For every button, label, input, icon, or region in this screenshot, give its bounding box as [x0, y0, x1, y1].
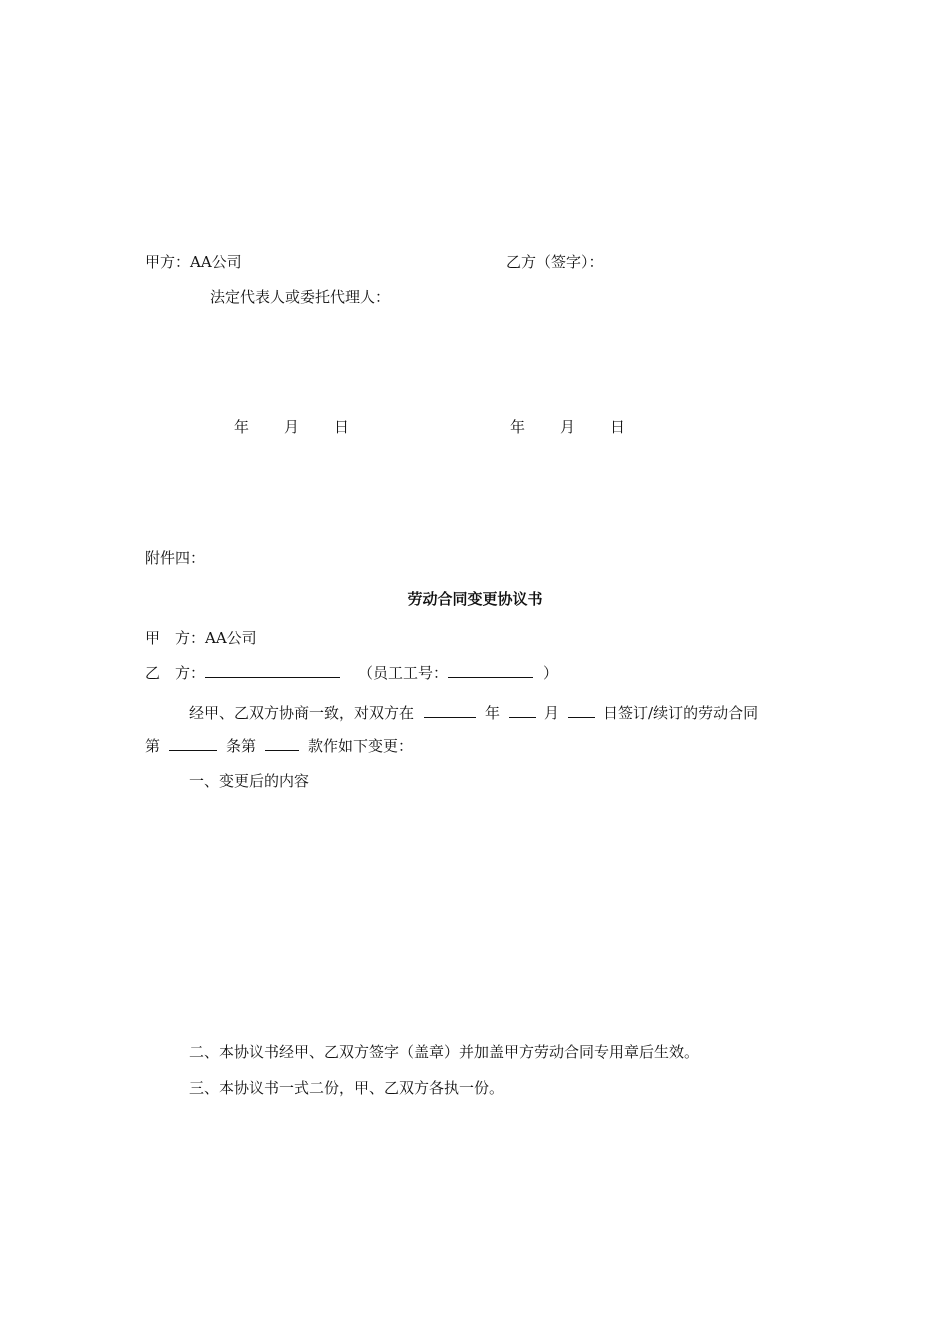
attachment-label: 附件四： — [145, 549, 206, 567]
document-title: 劳动合同变更协议书 — [407, 590, 543, 608]
body-year-label: 年 — [485, 704, 501, 722]
party-b-line — [145, 663, 558, 683]
clause-2: 二、本协议书经甲、乙双方签字（盖章）并加盖甲方劳动合同专用章后生效。 — [189, 1043, 700, 1061]
article-mid-label: 条第 — [226, 737, 257, 755]
party-b-signature-label: 乙方（签字）： — [506, 253, 604, 271]
body-day-label: 日签订/续订的劳动合同 — [603, 704, 759, 722]
legal-representative-label: 法定代表人或委托代理人： — [210, 288, 391, 306]
party-a-signature-label: 甲方：AA公司 — [145, 253, 242, 271]
date-a-year: 年 — [234, 418, 250, 436]
body-month-label: 月 — [544, 704, 560, 722]
party-a-line — [145, 628, 257, 648]
month-blank[interactable] — [509, 703, 536, 718]
employee-id-blank[interactable] — [448, 663, 533, 678]
employee-id-open: （员工工号： — [358, 664, 449, 682]
party-a-value: AA公司 — [205, 629, 257, 647]
date-b-year: 年 — [510, 418, 526, 436]
article-suffix: 款作如下变更： — [308, 737, 414, 755]
date-a-day: 日 — [334, 418, 350, 436]
date-a-month: 月 — [284, 418, 300, 436]
date-line-b — [510, 417, 625, 437]
date-line-a — [234, 417, 349, 437]
employee-id-close: ） — [543, 664, 559, 682]
body-paragraph-line-1 — [189, 703, 758, 723]
article-prefix: 第 — [145, 737, 161, 755]
date-b-month: 月 — [560, 418, 576, 436]
party-a-label: 甲 方： — [145, 629, 206, 647]
party-b-label: 乙 方： — [145, 664, 206, 682]
day-blank[interactable] — [568, 703, 595, 718]
body-paragraph-line-2 — [145, 736, 413, 756]
year-blank[interactable] — [424, 703, 476, 718]
clause-3: 三、本协议书一式二份，甲、乙双方各执一份。 — [189, 1079, 505, 1097]
date-b-day: 日 — [610, 418, 626, 436]
clause-number-blank[interactable] — [265, 736, 299, 751]
clause-1: 一、变更后的内容 — [189, 772, 310, 790]
body-text-intro: 经甲、乙双方协商一致，对双方在 — [189, 704, 415, 722]
article-number-blank[interactable] — [169, 736, 217, 751]
party-b-name-blank[interactable] — [205, 663, 340, 678]
